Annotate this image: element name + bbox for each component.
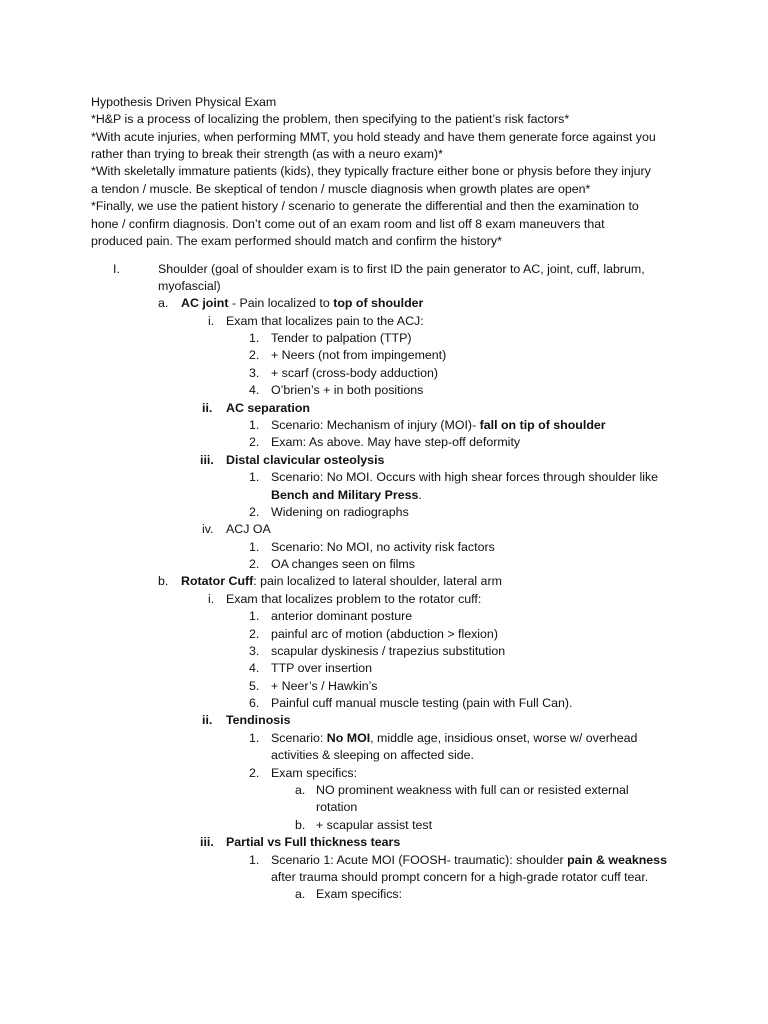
list-marker: iv. [202, 522, 214, 536]
list-marker: 6. [249, 696, 260, 710]
list-marker: 2. [249, 557, 260, 571]
list-item: Tender to palpation (TTP) [271, 331, 412, 345]
list-marker: b. [158, 574, 169, 588]
list-marker: i. [208, 592, 215, 606]
intro-paragraph: *With acute injuries, when performing MMT, you hold steady and have them generate force against you [91, 130, 656, 144]
list-marker: 1. [249, 853, 260, 867]
list-marker: 1. [249, 331, 260, 345]
list-item: Painful cuff manual muscle testing (pain with Full Can). [271, 696, 573, 710]
intro-paragraph: a tendon / muscle. Be skeptical of tendon / muscle diagnosis when growth plates are open* [91, 182, 591, 196]
list-item: activities & sleeping on affected side. [271, 748, 474, 762]
list-item: OA changes seen on films [271, 557, 415, 571]
list-item: Scenario: No MOI, no activity risk factors [271, 540, 495, 554]
list-marker: b. [295, 818, 306, 832]
list-item: Bench and Military Press. [271, 488, 422, 502]
subsection-heading: Distal clavicular osteolysis [226, 453, 385, 467]
list-marker: 3. [249, 366, 260, 380]
list-item: Exam: As above. May have step-off deformity [271, 435, 521, 449]
intro-paragraph: hone / confirm diagnosis. Don’t come out of an exam room and list off 8 exam maneuvers that [91, 217, 605, 231]
list-item: + Neer’s / Hawkin’s [271, 679, 378, 693]
list-marker: 2. [249, 627, 260, 641]
list-marker: 1. [249, 418, 260, 432]
list-item: TTP over insertion [271, 661, 373, 675]
list-item: NO prominent weakness with full can or resisted external [316, 783, 629, 797]
list-item: after trauma should prompt concern for a high-grade rotator cuff tear. [271, 870, 649, 884]
list-marker: I. [113, 262, 120, 276]
section-heading: Shoulder (goal of shoulder exam is to first ID the pain generator to AC, joint, cuff, labrum, [158, 262, 645, 276]
list-marker: 3. [249, 644, 260, 658]
list-marker: 4. [249, 661, 260, 675]
list-marker: a. [295, 783, 306, 797]
subsection-heading: ACJ OA [226, 522, 271, 536]
list-item: scapular dyskinesis / trapezius substitution [271, 644, 506, 658]
list-marker: 2. [249, 505, 260, 519]
list-marker: a. [295, 887, 306, 901]
list-marker: 1. [249, 470, 260, 484]
list-marker: a. [158, 296, 169, 310]
list-item: Scenario 1: Acute MOI (FOOSH- traumatic): shoulder pain & weakness [271, 853, 667, 867]
list-marker: ii. [202, 401, 213, 415]
list-item: + Neers (not from impingement) [271, 348, 447, 362]
list-marker: 1. [249, 609, 260, 623]
list-marker: 2. [249, 348, 260, 362]
intro-paragraph: rather than trying to break their strength (as with a neuro exam)* [91, 147, 443, 161]
list-item: Scenario: Mechanism of injury (MOI)- fall on tip of shoulder [271, 418, 606, 432]
list-marker: 5. [249, 679, 260, 693]
list-marker: 4. [249, 383, 260, 397]
list-marker: iii. [200, 453, 214, 467]
list-item: rotation [316, 800, 358, 814]
list-item: O’brien’s + in both positions [271, 383, 424, 397]
list-item: Exam that localizes problem to the rotator cuff: [226, 592, 482, 606]
subsection-heading: AC joint - Pain localized to top of shoulder [181, 296, 424, 310]
subsection-heading: AC separation [226, 401, 310, 415]
list-item: Exam specifics: [271, 766, 358, 780]
intro-paragraph: *H&P is a process of localizing the problem, then specifying to the patient’s risk factors* [91, 112, 570, 126]
subsection-heading: Rotator Cuff: pain localized to lateral shoulder, lateral arm [181, 574, 502, 588]
list-item: + scarf (cross-body adduction) [271, 366, 439, 380]
list-item: Exam specifics: [316, 887, 403, 901]
list-item: anterior dominant posture [271, 609, 413, 623]
list-marker: 2. [249, 766, 260, 780]
list-item: Scenario: No MOI. Occurs with high shear forces through shoulder like [271, 470, 659, 484]
list-item: Exam that localizes pain to the ACJ: [226, 314, 424, 328]
intro-paragraph: *Finally, we use the patient history / scenario to generate the differential and then the examination to [91, 199, 639, 213]
list-marker: ii. [202, 713, 213, 727]
intro-paragraph: *With skeletally immature patients (kids), they typically fracture either bone or physis before they injury [91, 164, 651, 178]
section-heading: myofascial) [158, 279, 221, 293]
list-item: + scapular assist test [316, 818, 433, 832]
subsection-heading: Partial vs Full thickness tears [226, 835, 401, 849]
document-title: Hypothesis Driven Physical Exam [91, 95, 277, 109]
list-marker: iii. [200, 835, 214, 849]
list-marker: 1. [249, 540, 260, 554]
list-item: Scenario: No MOI, middle age, insidious onset, worse w/ overhead [271, 731, 638, 745]
list-marker: 2. [249, 435, 260, 449]
subsection-heading: Tendinosis [226, 713, 291, 727]
list-marker: 1. [249, 731, 260, 745]
list-marker: i. [208, 314, 215, 328]
list-item: Widening on radiographs [271, 505, 409, 519]
list-item: painful arc of motion (abduction > flexion) [271, 627, 498, 641]
intro-paragraph: produced pain. The exam performed should match and confirm the history* [91, 234, 502, 248]
